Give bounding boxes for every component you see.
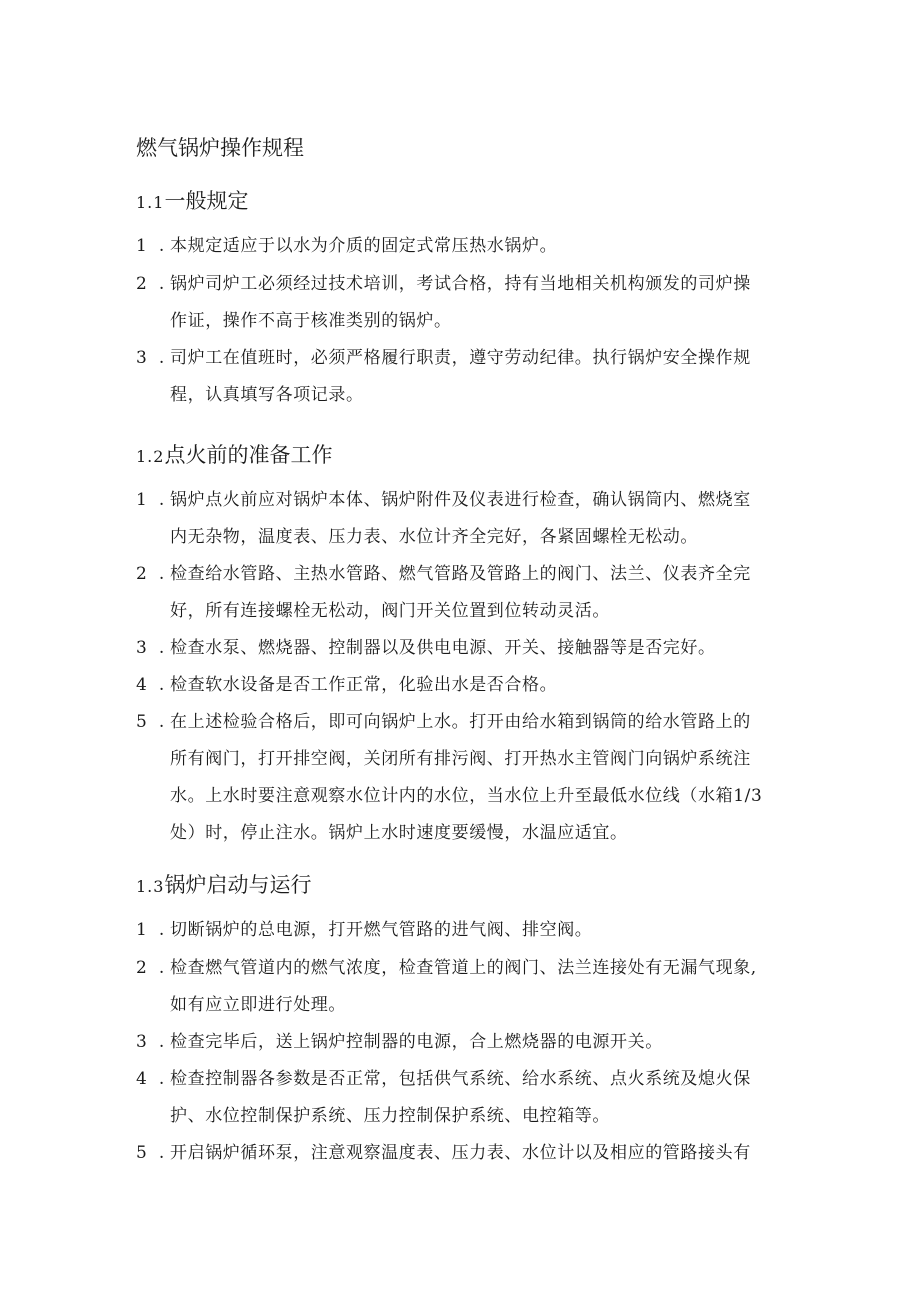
section-number: 1.2 [136, 447, 165, 466]
text-line: 锅炉点火前应对锅炉本体、锅炉附件及仪表进行检查，确认锅筒内、燃烧室 [170, 490, 751, 510]
list-item-number-value: 5 [136, 712, 147, 732]
list-item-number: 2 . [136, 564, 165, 584]
list-item-number-value: 1 [136, 236, 147, 256]
text-line: 作证，操作不高于核准类别的锅炉。 [170, 311, 452, 331]
list-item-number-value: 3 [136, 1032, 147, 1052]
list-item-text [170, 630, 790, 667]
list-item-number: 5 . [136, 712, 165, 732]
list-item-number-value: 4 [136, 675, 147, 695]
list-item-text [170, 482, 790, 556]
text-line: 司炉工在值班时，必须严格履行职责，遵守劳动纪律。执行锅炉安全操作规 [170, 348, 751, 368]
list-item-number: 1 . [136, 236, 165, 256]
list-item-text [170, 1024, 790, 1061]
list-item-text [170, 340, 790, 414]
text-line: 护、水位控制保护系统、压力控制保护系统、电控箱等。 [170, 1106, 610, 1126]
text-line: 如有应立即进行处理。 [170, 995, 346, 1015]
document-title: 燃气锅炉操作规程 [136, 136, 304, 160]
list-item-number: 1 . [136, 920, 165, 940]
text-line: 锅炉司炉工必须经过技术培训，考试合格，持有当地相关机构颁发的司炉操 [170, 274, 751, 294]
text-line: 切断锅炉的总电源，打开燃气管路的进气阀、排空阀。 [170, 920, 593, 940]
text-line: 水。上水时要注意观察水位计内的水位，当水位上升至最低水位线（水箱1/3 [170, 786, 763, 806]
list-item-number-value: 2 [136, 274, 147, 294]
list-item-text [170, 228, 790, 265]
list-item-number: 1 . [136, 490, 165, 510]
text-line: 程，认真填写各项记录。 [170, 385, 364, 405]
text-line: 本规定适应于以水为介质的固定式常压热水锅炉。 [170, 236, 558, 256]
list-item-number: 3 . [136, 638, 165, 658]
list-item-number-value: 2 [136, 958, 147, 978]
list-item-text [170, 704, 790, 852]
list-item-number-value: 2 [136, 564, 147, 584]
text-line: 检查水泵、燃烧器、控制器以及供电电源、开关、接触器等是否完好。 [170, 638, 716, 658]
text-line: 好，所有连接螺栓无松动，阀门开关位置到位转动灵活。 [170, 601, 610, 621]
list-item-number-value: 1 [136, 490, 147, 510]
list-item-text [170, 556, 790, 630]
list-item-text [170, 1135, 790, 1172]
list-item-number-value: 3 [136, 348, 147, 368]
list-item-text [170, 950, 790, 1024]
list-item-number-value: 3 [136, 638, 147, 658]
list-item-number-value: 5 [136, 1143, 147, 1163]
section-heading [136, 440, 332, 472]
text-line: 检查软水设备是否工作正常，化验出水是否合格。 [170, 675, 558, 695]
list-item-text [170, 266, 790, 340]
list-item-number: 2 . [136, 958, 165, 978]
section-number: 1.3 [136, 877, 165, 896]
text-line: 所有阀门，打开排空阀，关闭所有排污阀、打开热水主管阀门向锅炉系统注 [170, 749, 751, 769]
section-heading [136, 186, 248, 218]
text-line: 检查给水管路、主热水管路、燃气管路及管路上的阀门、法兰、仪表齐全完 [170, 564, 751, 584]
list-item-number: 4 . [136, 675, 165, 695]
section-number: 1.1 [136, 193, 165, 212]
section-title: 一般规定 [164, 189, 249, 213]
list-item-number: 5 . [136, 1143, 165, 1163]
text-line: 检查控制器各参数是否正常，包括供气系统、给水系统、点火系统及熄火保 [170, 1069, 751, 1089]
list-item-text [170, 912, 790, 949]
section-heading [136, 870, 311, 902]
list-item-number: 3 . [136, 348, 165, 368]
list-item-number: 3 . [136, 1032, 165, 1052]
list-item-number-value: 1 [136, 920, 147, 940]
section-title: 点火前的准备工作 [164, 443, 333, 467]
text-line: 处）时，停止注水。锅炉上水时速度要缓慢，水温应适宜。 [170, 823, 628, 843]
text-line: 检查燃气管道内的燃气浓度，检查管道上的阀门、法兰连接处有无漏气现象, [170, 958, 757, 978]
list-item-text [170, 667, 790, 704]
list-item-number: 4 . [136, 1069, 165, 1089]
text-line: 开启锅炉循环泵，注意观察温度表、压力表、水位计以及相应的管路接头有 [170, 1143, 751, 1163]
list-item-number-value: 4 [136, 1069, 147, 1089]
text-line: 在上述检验合格后，即可向锅炉上水。打开由给水箱到锅筒的给水管路上的 [170, 712, 751, 732]
text-line: 内无杂物，温度表、压力表、水位计齐全完好，各紧固螺栓无松动。 [170, 527, 698, 547]
list-item-text [170, 1061, 790, 1135]
section-title: 锅炉启动与运行 [164, 873, 312, 897]
list-item-number: 2 . [136, 274, 165, 294]
text-line: 检查完毕后，送上锅炉控制器的电源，合上燃烧器的电源开关。 [170, 1032, 663, 1052]
